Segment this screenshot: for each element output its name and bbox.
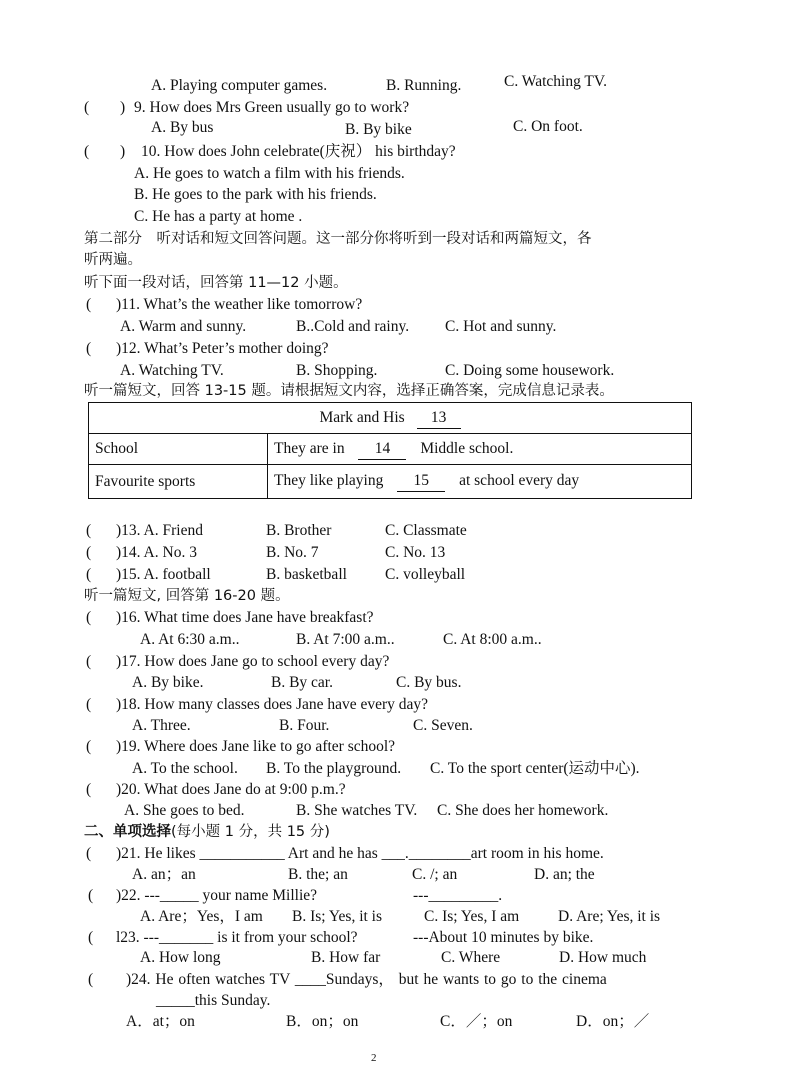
q9-option-c: C. On foot. <box>513 118 583 135</box>
q17-option-b: B. By car. <box>271 674 333 691</box>
q10-option-b: B. He goes to the park with his friends. <box>134 186 377 203</box>
q22-option-a: A. Are；Yes，I am <box>140 908 263 925</box>
row-label-sports: Favourite sports <box>89 465 268 499</box>
q11-option-a: A. Warm and sunny. <box>120 318 247 335</box>
blank-13[interactable]: 13 <box>417 408 461 429</box>
row-value-sports <box>268 465 692 499</box>
q13-bracket: ( <box>86 522 92 539</box>
part2-line2: 听两遍。 <box>84 252 142 268</box>
q11-bracket: ( <box>86 296 92 313</box>
row2-post: at school every day <box>459 472 580 489</box>
q13-option-c: C. Classmate <box>385 522 467 539</box>
q16-bracket: ( <box>86 609 92 626</box>
q12-option-c: C. Doing some housework. <box>445 362 615 379</box>
q22-bracket: ( <box>88 887 94 904</box>
q16-option-c: C. At 8:00 a.m.. <box>443 631 542 648</box>
q18-option-c: C. Seven. <box>413 717 473 734</box>
q19-option-c: C. To the sport center(运动中心). <box>430 760 640 777</box>
row2-pre: They like playing <box>274 472 384 489</box>
q23-option-d: D. How much <box>559 949 647 966</box>
q22-question: )22. ---_____ your name Millie? <box>116 887 318 904</box>
q24-option-a: A．at；on <box>126 1013 195 1030</box>
q15-option-b: B. basketball <box>266 566 347 583</box>
blank-14[interactable]: 14 <box>358 439 406 460</box>
q17-bracket: ( <box>86 653 92 670</box>
q10-bracket-close: ) <box>120 143 126 160</box>
q15-bracket: ( <box>86 566 92 583</box>
q21-bracket: ( <box>86 845 92 862</box>
q20-option-a: A. She goes to bed. <box>124 802 245 819</box>
q12-option-a: A. Watching TV. <box>120 362 224 379</box>
q9-bracket-close: ) <box>120 99 126 116</box>
q18-option-a: A. Three. <box>132 717 191 734</box>
q15-option-c: C. volleyball <box>385 566 466 583</box>
q24-option-b: B．on；on <box>286 1013 359 1030</box>
info-record-table <box>88 402 692 499</box>
q9-question: 9. How does Mrs Green usually go to work? <box>134 99 410 116</box>
q21-option-c: C. /; an <box>412 866 458 883</box>
q12-option-b: B. Shopping. <box>296 362 378 379</box>
q8-option-b: B. Running. <box>386 77 462 94</box>
q9-option-b: B. By bike <box>345 121 412 138</box>
q8-option-a: A. Playing computer games. <box>151 77 328 94</box>
q22-reply: ---_________. <box>413 887 503 904</box>
q19-option-a: A. To the school. <box>132 760 238 777</box>
q22-option-c: C. Is; Yes, I am <box>424 908 520 925</box>
q21-option-b: B. the; an <box>288 866 348 883</box>
row-label-school: School <box>89 434 268 465</box>
q8-option-c: C. Watching TV. <box>504 73 607 90</box>
q14-option-b: B. No. 7 <box>266 544 319 561</box>
q13-option-b: B. Brother <box>266 522 332 539</box>
q15-question: )15. A. football <box>116 566 211 583</box>
q23-bracket: ( <box>88 929 94 946</box>
part2-instruction: 听下面一段对话，回答第 11—12 小题。 <box>84 275 348 291</box>
q11-option-b: B..Cold and rainy. <box>296 318 410 335</box>
q13-question: )13. A. Friend <box>116 522 203 539</box>
q24-line2: _____this Sunday. <box>156 992 271 1009</box>
q10-option-c: C. He has a party at home . <box>134 208 303 225</box>
q20-option-b: B. She watches TV. <box>296 802 418 819</box>
q19-option-b: B. To the playground. <box>266 760 402 777</box>
table-title: Mark and His <box>319 408 405 426</box>
section2-note: (每小题 1 分，共 15 分) <box>171 824 330 840</box>
q23-option-a: A. How long <box>140 949 221 966</box>
q16-option-a: A. At 6:30 a.m.. <box>140 631 240 648</box>
section2-heading <box>84 822 330 842</box>
q19-question: )19. Where does Jane like to go after school? <box>116 738 396 755</box>
row-value-school <box>268 434 692 465</box>
q14-option-c: C. No. 13 <box>385 544 446 561</box>
q11-option-c: C. Hot and sunny. <box>445 318 557 335</box>
q20-question: )20. What does Jane do at 9:00 p.m.? <box>116 781 346 798</box>
q9-option-a: A. By bus <box>151 119 214 136</box>
part2-line1: 第二部分 听对话和短文回答问题。这一部分你将听到一段对话和两篇短文，各 <box>84 231 592 247</box>
q14-bracket: ( <box>86 544 92 561</box>
q22-option-b: B. Is; Yes, it is <box>292 908 383 925</box>
q24-option-c: C．／；on <box>440 1013 513 1030</box>
q23-option-b: B. How far <box>311 949 381 966</box>
q9-bracket-open: ( <box>84 99 90 116</box>
passage2-instruction: 听一篇短文, 回答第 16-20 题。 <box>84 588 290 604</box>
q21-question: )21. He likes ___________ Art and he has ___.________art room in his home. <box>116 845 604 862</box>
row1-pre: They are in <box>274 439 345 457</box>
q16-option-b: B. At 7:00 a.m.. <box>296 631 395 648</box>
q10-option-a: A. He goes to watch a film with his friends. <box>134 165 405 182</box>
q22-option-d: D. Are; Yes, it is <box>558 908 661 925</box>
table-title-cell <box>89 403 692 434</box>
q17-option-a: A. By bike. <box>132 674 204 691</box>
q24-bracket: ( <box>88 971 94 988</box>
q18-bracket: ( <box>86 696 92 713</box>
q14-question: )14. A. No. 3 <box>116 544 197 561</box>
q18-option-b: B. Four. <box>279 717 330 734</box>
passage1-instruction: 听一篇短文，回答 13-15 题。请根据短文内容，选择正确答案，完成信息记录表。 <box>84 383 614 399</box>
q12-question: )12. What’s Peter’s mother doing? <box>116 340 329 357</box>
q18-question: )18. How many classes does Jane have every day? <box>116 696 429 713</box>
q16-question: )16. What time does Jane have breakfast? <box>116 609 374 626</box>
q23-option-c: C. Where <box>441 949 501 966</box>
section2-title: 二、单项选择 <box>84 824 171 840</box>
q20-bracket: ( <box>86 781 92 798</box>
q21-option-d: D. an; the <box>534 866 595 883</box>
q24-question: )24. He often watches TV ____Sundays， but he wants to go to the cinema <box>126 971 607 988</box>
q19-bracket: ( <box>86 738 92 755</box>
row1-post: Middle school. <box>420 439 514 457</box>
q12-bracket: ( <box>86 340 92 357</box>
q10-question: 10. How does John celebrate(庆祝） his birthday? <box>141 143 456 160</box>
q21-option-a: A. an；an <box>132 866 196 883</box>
q17-option-c: C. By bus. <box>396 674 462 691</box>
q11-question: )11. What’s the weather like tomorrow? <box>116 296 363 313</box>
q20-option-c: C. She does her homework. <box>437 802 609 819</box>
q10-bracket-open: ( <box>84 143 90 160</box>
page-number: 2 <box>371 1052 377 1064</box>
blank-15[interactable]: 15 <box>397 471 445 492</box>
q23-reply: ---About 10 minutes by bike. <box>413 929 594 946</box>
q17-question: )17. How does Jane go to school every day? <box>116 653 390 670</box>
q23-question: l23. ---_______ is it from your school? <box>116 929 358 946</box>
q24-option-d: D．on；／ <box>576 1013 650 1030</box>
